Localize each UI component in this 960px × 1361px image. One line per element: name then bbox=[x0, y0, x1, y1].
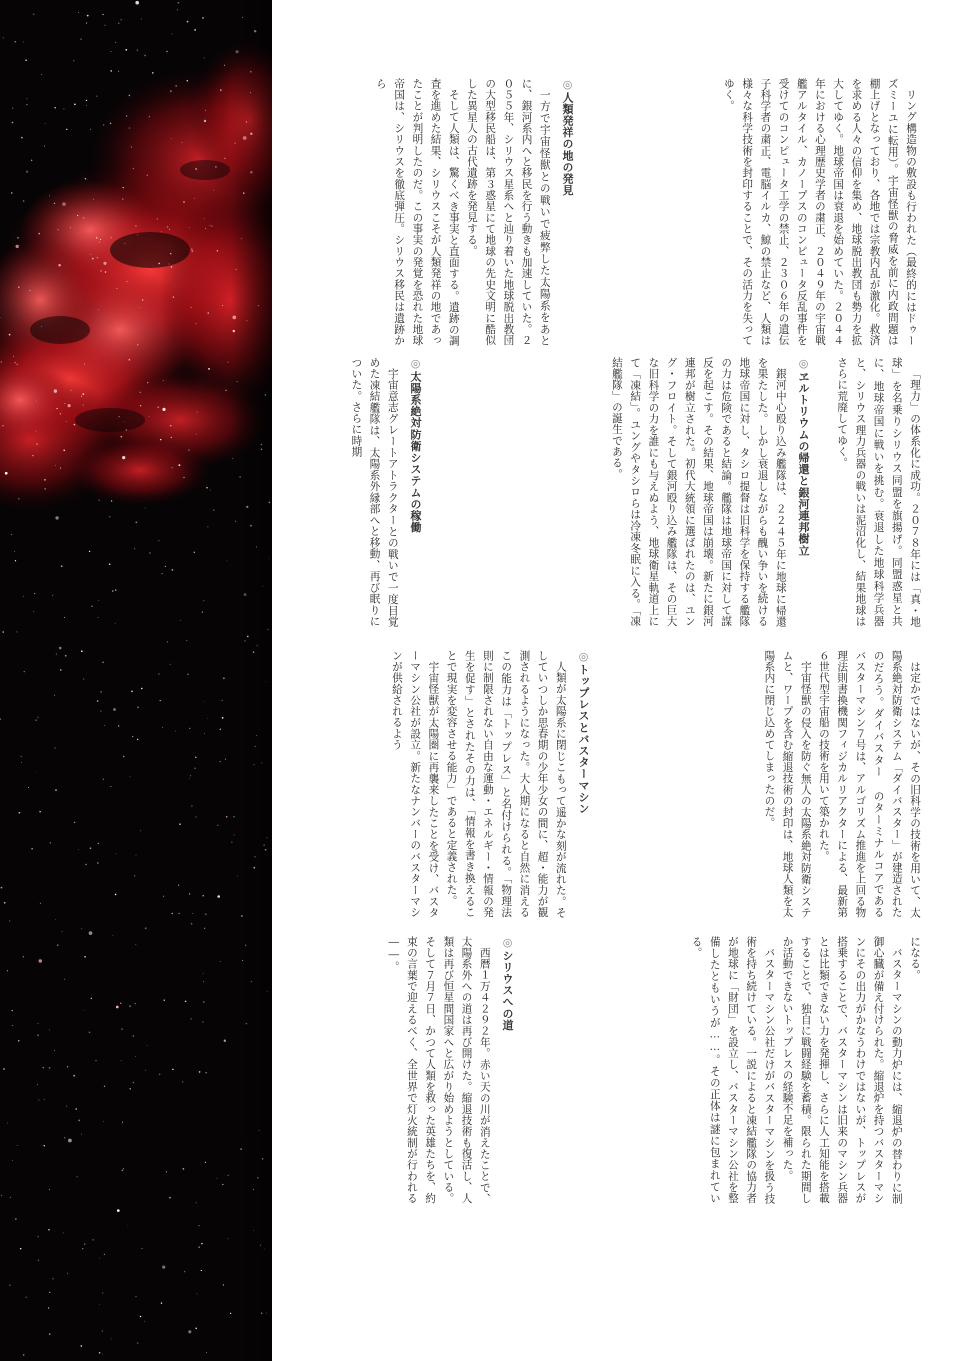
column-block-row2-left bbox=[286, 357, 424, 627]
heading-text: 太陽系絶対防衛システムの稼働 bbox=[409, 370, 422, 534]
column-block-top-right bbox=[586, 78, 924, 346]
heading-mark-icon: ◎ bbox=[577, 650, 590, 664]
paragraph: 西暦１万４２９２年。赤い天の川が消えたことで、太陽系外への道は再び開けた。縮退技術も復活し、人類は再び恒星間国家へと広がり始めようとしている。そして７月７日、かつて人類を救った英雄たちを、約束の言葉で迎えるべく、全世界で灯火統制が行われる――。 bbox=[387, 936, 491, 1204]
paragraph: リング構造物の敷設も行われた（最終的にはドゥーズミーユに転用）。宇宙怪獣の脅威を前に内政問題は棚上げとなっており、各地では宗教内乱が激化。救済を求める人々の信仰を集め、地球脱出教団も勢力を拡大してゆく。地球帝国は衰退を始めていた。２０４４年における心理歴史学者の粛正、２０４９年の宇宙戦艦アルタイル、カノープスのコンピュータ反乱事件を受けてのコンピュータ工学の禁止、２３０６年の遺伝子科学者の粛正、電脳イルカ、鯨の禁止など、人類は様々な科学技術を封印することで、その活力を失ってゆく。 bbox=[722, 78, 917, 346]
column-block-row2-right bbox=[818, 357, 924, 627]
nebula-illustration bbox=[0, 0, 272, 1361]
section-heading bbox=[574, 650, 592, 918]
column-block-row3-right bbox=[598, 650, 924, 918]
column-block-row2-middle bbox=[430, 357, 812, 627]
paragraph: バスターマシンの動力炉には、縮退炉の替わりに制御心臓が備え付けられた。縮退炉を持つバスターマシンにその出力がかなうわけではないが、トップレスが搭乗することで、バスターマシンは旧来のマシン兵器とは比類できない力を発揮し、さらに人工知能を搭載することで、独自に戦闘経験を蓄積。限られた期間しか活動できないトップレスの経験不足を補った。 bbox=[781, 936, 903, 1204]
paragraph: になる。 bbox=[909, 936, 921, 981]
section-heading bbox=[558, 78, 576, 346]
paragraph: 銀河中心殴り込み艦隊は、２２４５年に地球に帰還を果たした。しかし衰退しながらも醜い争いを続ける地球帝国に対し、タシロ提督は旧科学を保持する艦隊の力は危険であると結論。艦隊は地球帝国に対して謀反を起こす。その結果、地球帝国は崩壊。新たに銀河連邦が樹立された。初代大統領に選ばれたのは、ユング・フロイト。そして銀河殴り込み艦隊は、その巨大な旧科学の力を誰にも与えぬよう、地球衛星軌道上にて「凍結」。ユングやタシロらは冷凍冬眠に入る。「凍結艦隊」の誕生である。 bbox=[610, 357, 787, 627]
heading-mark-icon: ◎ bbox=[409, 357, 422, 371]
column-block-top-left bbox=[286, 78, 576, 346]
heading-text: ヱルトリウムの帰還と銀河連邦樹立 bbox=[797, 370, 810, 557]
heading-text: シリウスへの道 bbox=[501, 949, 514, 1031]
section-heading bbox=[498, 936, 516, 1204]
heading-text: トップレスとバスターマシン bbox=[577, 663, 590, 815]
heading-text: 人類発祥の地の発見 bbox=[561, 91, 574, 197]
paragraph: 宇宙意志グレートアトラクターとの戦いで一度目覚めた凍結艦隊は、太陽系外縁部へと移動、再び眠りについた。さらに時期 bbox=[350, 357, 399, 627]
paragraph: 人類が太陽系に閉じこもって遥かな刻が流れた。そしていつしか思春期の少年少女の間に、超・能力が観測されるようになった。大人期になると自然に消えるこの能力は「トップレス」と名付けられる。「物理法則に制限されない自由な運動・エネルギー・情報の発生を促す」とされたその力は、「情報を書き換えることで現実を変容させる能力」であると定義された。 bbox=[445, 650, 567, 918]
paragraph: 宇宙怪獣の侵入を防ぐ無人の太陽系絶対防衛システムと、ワープを含む縮退技術の封印は、地球人類を太陽系内に閉じ込めてしまったのだ。 bbox=[763, 650, 812, 918]
paragraph: 宇宙怪獣が太陽圏に再襲来したことを受け、バスターマシン公社が設立。新たなナンバーのバスターマシンが供給されるよう bbox=[390, 650, 440, 918]
paragraph: 「理力」の体系化に成功。２０７８年には「真・地球」を名乗りシリウス同盟を旗揚げ。同盟惑星と共に、地球帝国に戦いを挑む。衰退した地球科学兵器と、シリウス理力兵器の戦いは泥沼化し、結果地球はさらに荒廃してゆく。 bbox=[836, 357, 921, 627]
heading-mark-icon: ◎ bbox=[501, 936, 514, 950]
section-heading bbox=[794, 357, 812, 627]
column-block-row3-left bbox=[286, 650, 592, 918]
paragraph: は定かではないが、その旧科学の技術を用いて、太陽系絶対防衛システム「ダイバスター」が建造されたのだろう。ダイバスター のターミナルコアであるバスターマシン７号は、アルゴリズム推進を上回る物理法則書換機関フィジカルリアクターによる、最新第６世代型宇宙船の技術を用いて築かれた。 bbox=[817, 650, 921, 918]
paragraph: バスターマシン公社だけがバスターマシンを扱う技術を持ち続けている。一説によると凍結艦隊の協力者が地球に「財団」を設立し、バスターマシン公社を整備したともいうが……。その正体は謎に包まれている。 bbox=[690, 936, 776, 1204]
paragraph: そして人類は、驚くべき事実と直面する。遺跡の調査を進めた結果、シリウスこそが人類発祥の地であったことが判明したのだ。この事実の発覚を恐れた地球帝国は、シリウスを徹底弾圧。シリウス移民は遺跡から bbox=[374, 78, 460, 346]
section-heading bbox=[406, 357, 424, 627]
column-block-row4-left bbox=[316, 936, 516, 1204]
heading-mark-icon: ◎ bbox=[561, 78, 574, 92]
column-block-row4-right bbox=[530, 936, 924, 1204]
paragraph: 一方で宇宙怪獣との戦いで疲弊した太陽系をあとに、銀河系内へと移民を行う動きも加速していた。２０５５年、シリウス星系へと辿り着いた地球脱出教団の大型移民船は、第３惑星にて地球の先史文明に酷似した異星人の古代遺跡を発見する。 bbox=[465, 78, 551, 346]
heading-mark-icon: ◎ bbox=[797, 357, 810, 371]
space-nebula-image bbox=[0, 0, 272, 1361]
